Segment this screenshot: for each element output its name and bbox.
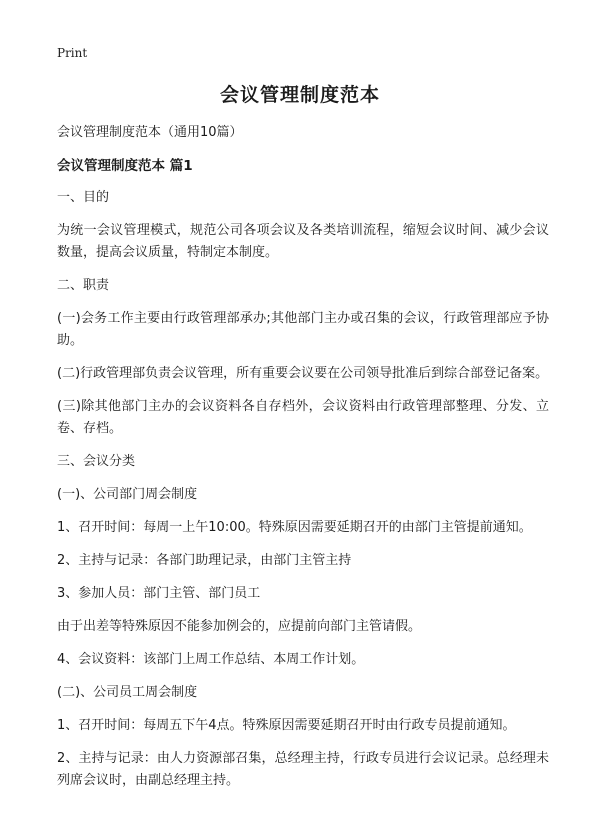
heading-purpose: 一、目的	[57, 190, 110, 205]
document-body	[57, 122, 549, 803]
section-heading: 会议管理制度范本 篇1	[57, 158, 193, 174]
heading-duties: 二、职责	[57, 278, 110, 293]
print-label: Print	[57, 46, 88, 60]
paragraph-duty-2: (二)行政管理部负责会议管理，所有重要会议要在公司领导批准后到综合部登记备案。	[57, 366, 549, 381]
heading-meeting-types: 三、会议分类	[57, 454, 136, 469]
document-subtitle: 会议管理制度范本（通用10篇）	[57, 125, 243, 140]
paragraph-duty-3: (三)除其他部门主办的会议资料各自存档外，会议资料由行政管理部整理、分发、立卷、存档。	[57, 399, 549, 436]
paragraph-duty-1: (一)会务工作主要由行政管理部承办;其他部门主办或召集的会议，行政管理部应予协助。	[57, 311, 549, 348]
document-title: 会议管理制度范本	[219, 84, 380, 106]
paragraph-purpose: 为统一会议管理模式，规范公司各项会议及各类培训流程，缩短会议时间、减少会议数量，提高会议质量，特制定本制度。	[57, 223, 549, 260]
paragraph-dept-host: 2、主持与记录：各部门助理记录，由部门主管主持	[57, 553, 352, 568]
paragraph-dept-attendees: 3、参加人员：部门主管、部门员工	[57, 586, 261, 601]
paragraph-dept-materials: 4、会议资料：该部门上周工作总结、本周工作计划。	[57, 652, 365, 667]
paragraph-staff-time: 1、召开时间：每周五下午4点。特殊原因需要延期召开时由行政专员提前通知。	[57, 718, 516, 733]
subheading-staff-weekly: (二)、公司员工周会制度	[57, 685, 198, 700]
paragraph-dept-time: 1、召开时间：每周一上午10:00。特殊原因需要延期召开的由部门主管提前通知。	[57, 520, 532, 535]
subheading-department-weekly: (一)、公司部门周会制度	[57, 487, 198, 502]
paragraph-staff-host: 2、主持与记录：由人力资源部召集，总经理主持，行政专员进行会议记录。总经理未列席会议时，由副总经理主持。	[57, 751, 549, 788]
paragraph-dept-leave: 由于出差等特殊原因不能参加例会的，应提前向部门主管请假。	[57, 619, 422, 634]
